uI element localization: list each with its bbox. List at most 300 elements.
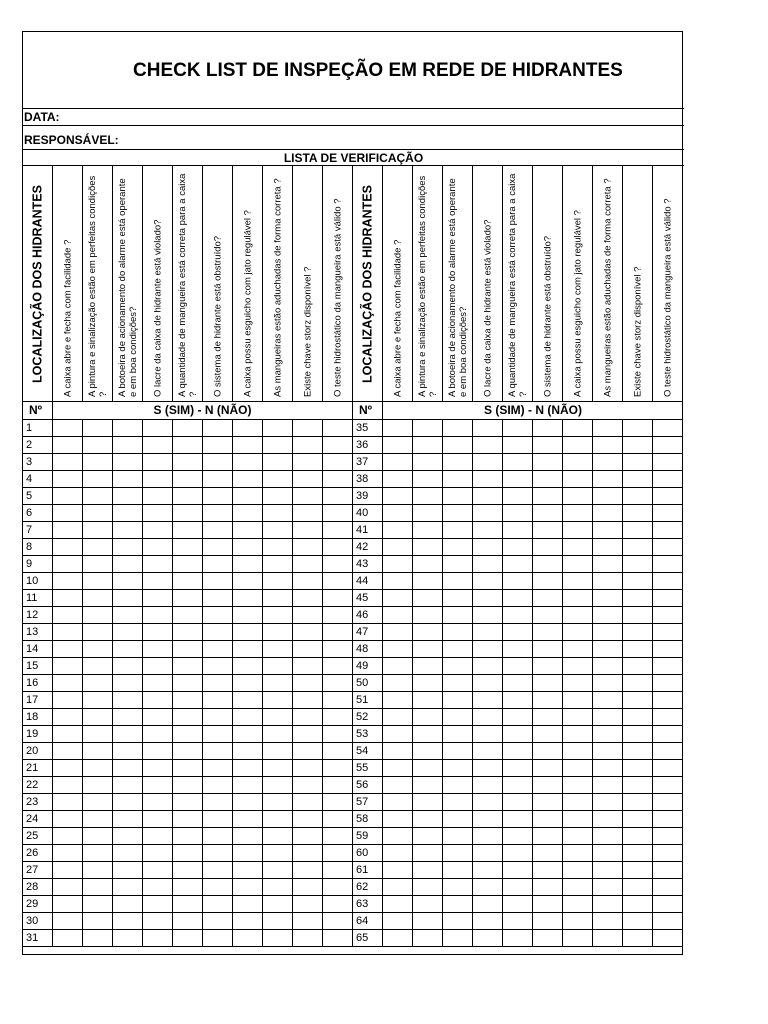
answer-cell[interactable] xyxy=(143,879,173,896)
answer-cell[interactable] xyxy=(563,522,593,539)
answer-cell[interactable] xyxy=(623,590,653,607)
answer-cell[interactable] xyxy=(263,743,293,760)
answer-cell[interactable] xyxy=(533,794,563,811)
answer-cell[interactable] xyxy=(173,913,203,930)
answer-cell[interactable] xyxy=(173,777,203,794)
answer-cell[interactable] xyxy=(173,879,203,896)
answer-cell[interactable] xyxy=(203,879,233,896)
answer-cell[interactable] xyxy=(503,607,533,624)
answer-cell[interactable] xyxy=(83,573,113,590)
answer-cell[interactable] xyxy=(293,913,323,930)
answer-cell[interactable] xyxy=(293,828,323,845)
answer-cell[interactable] xyxy=(383,658,413,675)
answer-cell[interactable] xyxy=(83,845,113,862)
answer-cell[interactable] xyxy=(143,454,173,471)
answer-cell[interactable] xyxy=(263,675,293,692)
answer-cell[interactable] xyxy=(263,437,293,454)
answer-cell[interactable] xyxy=(53,675,83,692)
answer-cell[interactable] xyxy=(203,760,233,777)
answer-cell[interactable] xyxy=(143,658,173,675)
answer-cell[interactable] xyxy=(413,913,443,930)
answer-cell[interactable] xyxy=(383,794,413,811)
answer-cell[interactable] xyxy=(143,641,173,658)
answer-cell[interactable] xyxy=(263,896,293,913)
answer-cell[interactable] xyxy=(53,777,83,794)
answer-cell[interactable] xyxy=(623,539,653,556)
answer-cell[interactable] xyxy=(233,794,263,811)
answer-cell[interactable] xyxy=(203,522,233,539)
answer-cell[interactable] xyxy=(323,420,353,437)
answer-cell[interactable] xyxy=(413,862,443,879)
answer-cell[interactable] xyxy=(413,556,443,573)
answer-cell[interactable] xyxy=(473,879,503,896)
answer-cell[interactable] xyxy=(263,692,293,709)
answer-cell[interactable] xyxy=(533,471,563,488)
answer-cell[interactable] xyxy=(413,828,443,845)
answer-cell[interactable] xyxy=(443,556,473,573)
answer-cell[interactable] xyxy=(473,539,503,556)
answer-cell[interactable] xyxy=(473,573,503,590)
answer-cell[interactable] xyxy=(233,709,263,726)
answer-cell[interactable] xyxy=(383,845,413,862)
answer-cell[interactable] xyxy=(203,454,233,471)
answer-cell[interactable] xyxy=(473,726,503,743)
answer-cell[interactable] xyxy=(323,692,353,709)
answer-cell[interactable] xyxy=(53,709,83,726)
answer-cell[interactable] xyxy=(323,709,353,726)
answer-cell[interactable] xyxy=(143,709,173,726)
answer-cell[interactable] xyxy=(263,794,293,811)
answer-cell[interactable] xyxy=(383,777,413,794)
answer-cell[interactable] xyxy=(443,692,473,709)
answer-cell[interactable] xyxy=(83,811,113,828)
answer-cell[interactable] xyxy=(173,437,203,454)
answer-cell[interactable] xyxy=(473,624,503,641)
answer-cell[interactable] xyxy=(653,913,683,930)
answer-cell[interactable] xyxy=(53,454,83,471)
answer-cell[interactable] xyxy=(473,794,503,811)
answer-cell[interactable] xyxy=(173,862,203,879)
answer-cell[interactable] xyxy=(83,505,113,522)
answer-cell[interactable] xyxy=(113,760,143,777)
answer-cell[interactable] xyxy=(113,522,143,539)
answer-cell[interactable] xyxy=(413,471,443,488)
answer-cell[interactable] xyxy=(443,658,473,675)
answer-cell[interactable] xyxy=(293,794,323,811)
answer-cell[interactable] xyxy=(323,556,353,573)
answer-cell[interactable] xyxy=(383,879,413,896)
answer-cell[interactable] xyxy=(473,692,503,709)
answer-cell[interactable] xyxy=(383,760,413,777)
answer-cell[interactable] xyxy=(383,624,413,641)
answer-cell[interactable] xyxy=(563,930,593,947)
answer-cell[interactable] xyxy=(593,913,623,930)
answer-cell[interactable] xyxy=(563,641,593,658)
answer-cell[interactable] xyxy=(203,930,233,947)
answer-cell[interactable] xyxy=(653,879,683,896)
answer-cell[interactable] xyxy=(503,420,533,437)
answer-cell[interactable] xyxy=(503,505,533,522)
answer-cell[interactable] xyxy=(143,845,173,862)
answer-cell[interactable] xyxy=(293,505,323,522)
answer-cell[interactable] xyxy=(83,522,113,539)
answer-cell[interactable] xyxy=(173,471,203,488)
answer-cell[interactable] xyxy=(563,692,593,709)
answer-cell[interactable] xyxy=(443,471,473,488)
answer-cell[interactable] xyxy=(263,709,293,726)
answer-cell[interactable] xyxy=(533,573,563,590)
answer-cell[interactable] xyxy=(233,777,263,794)
answer-cell[interactable] xyxy=(293,573,323,590)
answer-cell[interactable] xyxy=(53,420,83,437)
answer-cell[interactable] xyxy=(143,624,173,641)
answer-cell[interactable] xyxy=(113,641,143,658)
answer-cell[interactable] xyxy=(593,556,623,573)
answer-cell[interactable] xyxy=(53,913,83,930)
answer-cell[interactable] xyxy=(503,726,533,743)
answer-cell[interactable] xyxy=(533,658,563,675)
answer-cell[interactable] xyxy=(383,454,413,471)
answer-cell[interactable] xyxy=(53,879,83,896)
answer-cell[interactable] xyxy=(563,760,593,777)
answer-cell[interactable] xyxy=(233,862,263,879)
answer-cell[interactable] xyxy=(443,811,473,828)
answer-cell[interactable] xyxy=(113,896,143,913)
answer-cell[interactable] xyxy=(593,845,623,862)
answer-cell[interactable] xyxy=(113,692,143,709)
answer-cell[interactable] xyxy=(113,573,143,590)
answer-cell[interactable] xyxy=(503,590,533,607)
answer-cell[interactable] xyxy=(503,573,533,590)
answer-cell[interactable] xyxy=(113,913,143,930)
answer-cell[interactable] xyxy=(83,556,113,573)
answer-cell[interactable] xyxy=(383,505,413,522)
answer-cell[interactable] xyxy=(443,845,473,862)
answer-cell[interactable] xyxy=(233,522,263,539)
answer-cell[interactable] xyxy=(113,845,143,862)
answer-cell[interactable] xyxy=(173,556,203,573)
answer-cell[interactable] xyxy=(413,675,443,692)
answer-cell[interactable] xyxy=(413,573,443,590)
answer-cell[interactable] xyxy=(173,845,203,862)
answer-cell[interactable] xyxy=(143,794,173,811)
answer-cell[interactable] xyxy=(293,675,323,692)
answer-cell[interactable] xyxy=(443,437,473,454)
answer-cell[interactable] xyxy=(413,811,443,828)
answer-cell[interactable] xyxy=(53,488,83,505)
answer-cell[interactable] xyxy=(533,709,563,726)
answer-cell[interactable] xyxy=(263,862,293,879)
answer-cell[interactable] xyxy=(173,726,203,743)
answer-cell[interactable] xyxy=(83,879,113,896)
answer-cell[interactable] xyxy=(623,760,653,777)
answer-cell[interactable] xyxy=(263,828,293,845)
answer-cell[interactable] xyxy=(293,726,323,743)
answer-cell[interactable] xyxy=(473,811,503,828)
answer-cell[interactable] xyxy=(173,743,203,760)
answer-cell[interactable] xyxy=(113,709,143,726)
answer-cell[interactable] xyxy=(593,743,623,760)
answer-cell[interactable] xyxy=(83,590,113,607)
answer-cell[interactable] xyxy=(203,641,233,658)
answer-cell[interactable] xyxy=(203,505,233,522)
answer-cell[interactable] xyxy=(623,896,653,913)
answer-cell[interactable] xyxy=(623,845,653,862)
answer-cell[interactable] xyxy=(653,454,683,471)
answer-cell[interactable] xyxy=(233,454,263,471)
answer-cell[interactable] xyxy=(263,930,293,947)
answer-cell[interactable] xyxy=(53,811,83,828)
answer-cell[interactable] xyxy=(503,454,533,471)
answer-cell[interactable] xyxy=(143,743,173,760)
answer-cell[interactable] xyxy=(623,522,653,539)
answer-cell[interactable] xyxy=(623,777,653,794)
answer-cell[interactable] xyxy=(143,692,173,709)
answer-cell[interactable] xyxy=(623,675,653,692)
answer-cell[interactable] xyxy=(623,879,653,896)
answer-cell[interactable] xyxy=(383,709,413,726)
answer-cell[interactable] xyxy=(653,692,683,709)
answer-cell[interactable] xyxy=(263,420,293,437)
answer-cell[interactable] xyxy=(53,437,83,454)
answer-cell[interactable] xyxy=(143,573,173,590)
answer-cell[interactable] xyxy=(53,641,83,658)
answer-cell[interactable] xyxy=(53,828,83,845)
answer-cell[interactable] xyxy=(563,913,593,930)
answer-cell[interactable] xyxy=(203,913,233,930)
answer-cell[interactable] xyxy=(203,658,233,675)
answer-cell[interactable] xyxy=(653,556,683,573)
answer-cell[interactable] xyxy=(473,505,503,522)
answer-cell[interactable] xyxy=(563,505,593,522)
answer-cell[interactable] xyxy=(203,437,233,454)
answer-cell[interactable] xyxy=(563,556,593,573)
answer-cell[interactable] xyxy=(143,420,173,437)
answer-cell[interactable] xyxy=(653,845,683,862)
answer-cell[interactable] xyxy=(233,471,263,488)
answer-cell[interactable] xyxy=(203,896,233,913)
answer-cell[interactable] xyxy=(533,420,563,437)
answer-cell[interactable] xyxy=(593,930,623,947)
answer-cell[interactable] xyxy=(563,675,593,692)
answer-cell[interactable] xyxy=(653,471,683,488)
answer-cell[interactable] xyxy=(203,743,233,760)
answer-cell[interactable] xyxy=(263,641,293,658)
answer-cell[interactable] xyxy=(443,641,473,658)
answer-cell[interactable] xyxy=(203,488,233,505)
answer-cell[interactable] xyxy=(593,896,623,913)
answer-cell[interactable] xyxy=(203,573,233,590)
answer-cell[interactable] xyxy=(263,811,293,828)
answer-cell[interactable] xyxy=(323,726,353,743)
answer-cell[interactable] xyxy=(173,692,203,709)
answer-cell[interactable] xyxy=(623,624,653,641)
answer-cell[interactable] xyxy=(653,726,683,743)
answer-cell[interactable] xyxy=(503,437,533,454)
answer-cell[interactable] xyxy=(503,675,533,692)
answer-cell[interactable] xyxy=(173,590,203,607)
answer-cell[interactable] xyxy=(323,913,353,930)
answer-cell[interactable] xyxy=(83,437,113,454)
answer-cell[interactable] xyxy=(623,862,653,879)
answer-cell[interactable] xyxy=(563,896,593,913)
answer-cell[interactable] xyxy=(113,539,143,556)
answer-cell[interactable] xyxy=(563,454,593,471)
answer-cell[interactable] xyxy=(53,471,83,488)
answer-cell[interactable] xyxy=(113,437,143,454)
answer-cell[interactable] xyxy=(413,743,443,760)
answer-cell[interactable] xyxy=(83,743,113,760)
answer-cell[interactable] xyxy=(203,675,233,692)
answer-cell[interactable] xyxy=(593,794,623,811)
answer-cell[interactable] xyxy=(263,539,293,556)
answer-cell[interactable] xyxy=(293,471,323,488)
answer-cell[interactable] xyxy=(413,930,443,947)
answer-cell[interactable] xyxy=(293,777,323,794)
answer-cell[interactable] xyxy=(113,488,143,505)
answer-cell[interactable] xyxy=(83,692,113,709)
answer-cell[interactable] xyxy=(143,896,173,913)
answer-cell[interactable] xyxy=(53,726,83,743)
answer-cell[interactable] xyxy=(443,760,473,777)
answer-cell[interactable] xyxy=(293,862,323,879)
answer-cell[interactable] xyxy=(83,641,113,658)
answer-cell[interactable] xyxy=(413,590,443,607)
answer-cell[interactable] xyxy=(443,862,473,879)
answer-cell[interactable] xyxy=(533,930,563,947)
answer-cell[interactable] xyxy=(563,794,593,811)
answer-cell[interactable] xyxy=(473,845,503,862)
answer-cell[interactable] xyxy=(233,828,263,845)
answer-cell[interactable] xyxy=(563,471,593,488)
answer-cell[interactable] xyxy=(503,488,533,505)
answer-cell[interactable] xyxy=(533,641,563,658)
answer-cell[interactable] xyxy=(143,726,173,743)
answer-cell[interactable] xyxy=(53,845,83,862)
answer-cell[interactable] xyxy=(203,420,233,437)
answer-cell[interactable] xyxy=(623,420,653,437)
answer-cell[interactable] xyxy=(323,590,353,607)
answer-cell[interactable] xyxy=(563,709,593,726)
answer-cell[interactable] xyxy=(113,930,143,947)
answer-cell[interactable] xyxy=(653,590,683,607)
answer-cell[interactable] xyxy=(503,811,533,828)
answer-cell[interactable] xyxy=(653,811,683,828)
answer-cell[interactable] xyxy=(653,743,683,760)
answer-cell[interactable] xyxy=(83,658,113,675)
answer-cell[interactable] xyxy=(593,760,623,777)
answer-cell[interactable] xyxy=(653,658,683,675)
answer-cell[interactable] xyxy=(233,505,263,522)
answer-cell[interactable] xyxy=(563,658,593,675)
answer-cell[interactable] xyxy=(503,828,533,845)
answer-cell[interactable] xyxy=(173,896,203,913)
answer-cell[interactable] xyxy=(173,828,203,845)
answer-cell[interactable] xyxy=(323,488,353,505)
answer-cell[interactable] xyxy=(323,437,353,454)
answer-cell[interactable] xyxy=(503,879,533,896)
answer-cell[interactable] xyxy=(443,879,473,896)
answer-cell[interactable] xyxy=(443,675,473,692)
answer-cell[interactable] xyxy=(173,760,203,777)
answer-cell[interactable] xyxy=(443,539,473,556)
answer-cell[interactable] xyxy=(533,539,563,556)
answer-cell[interactable] xyxy=(113,828,143,845)
answer-cell[interactable] xyxy=(473,488,503,505)
answer-cell[interactable] xyxy=(233,743,263,760)
answer-cell[interactable] xyxy=(653,760,683,777)
answer-cell[interactable] xyxy=(533,590,563,607)
answer-cell[interactable] xyxy=(53,794,83,811)
answer-cell[interactable] xyxy=(533,675,563,692)
answer-cell[interactable] xyxy=(443,454,473,471)
answer-cell[interactable] xyxy=(623,471,653,488)
answer-cell[interactable] xyxy=(473,743,503,760)
answer-cell[interactable] xyxy=(533,862,563,879)
answer-cell[interactable] xyxy=(503,760,533,777)
answer-cell[interactable] xyxy=(83,709,113,726)
answer-cell[interactable] xyxy=(533,624,563,641)
answer-cell[interactable] xyxy=(533,488,563,505)
answer-cell[interactable] xyxy=(653,624,683,641)
answer-cell[interactable] xyxy=(443,743,473,760)
answer-cell[interactable] xyxy=(593,658,623,675)
answer-cell[interactable] xyxy=(173,420,203,437)
answer-cell[interactable] xyxy=(143,828,173,845)
answer-cell[interactable] xyxy=(143,675,173,692)
answer-cell[interactable] xyxy=(173,675,203,692)
answer-cell[interactable] xyxy=(473,420,503,437)
answer-cell[interactable] xyxy=(143,590,173,607)
answer-cell[interactable] xyxy=(323,607,353,624)
answer-cell[interactable] xyxy=(263,488,293,505)
answer-cell[interactable] xyxy=(623,607,653,624)
answer-cell[interactable] xyxy=(323,794,353,811)
answer-cell[interactable] xyxy=(443,624,473,641)
answer-cell[interactable] xyxy=(53,539,83,556)
answer-cell[interactable] xyxy=(413,658,443,675)
answer-cell[interactable] xyxy=(233,556,263,573)
answer-cell[interactable] xyxy=(443,777,473,794)
answer-cell[interactable] xyxy=(623,505,653,522)
answer-cell[interactable] xyxy=(293,692,323,709)
answer-cell[interactable] xyxy=(173,522,203,539)
answer-cell[interactable] xyxy=(473,709,503,726)
answer-cell[interactable] xyxy=(83,420,113,437)
answer-cell[interactable] xyxy=(83,607,113,624)
answer-cell[interactable] xyxy=(293,488,323,505)
answer-cell[interactable] xyxy=(113,879,143,896)
answer-cell[interactable] xyxy=(533,777,563,794)
answer-cell[interactable] xyxy=(263,658,293,675)
answer-cell[interactable] xyxy=(593,709,623,726)
answer-cell[interactable] xyxy=(323,862,353,879)
answer-cell[interactable] xyxy=(83,862,113,879)
answer-cell[interactable] xyxy=(623,828,653,845)
answer-cell[interactable] xyxy=(653,505,683,522)
answer-cell[interactable] xyxy=(113,505,143,522)
answer-cell[interactable] xyxy=(83,471,113,488)
answer-cell[interactable] xyxy=(263,913,293,930)
answer-cell[interactable] xyxy=(113,471,143,488)
answer-cell[interactable] xyxy=(113,624,143,641)
answer-cell[interactable] xyxy=(533,505,563,522)
answer-cell[interactable] xyxy=(83,675,113,692)
answer-cell[interactable] xyxy=(263,454,293,471)
answer-cell[interactable] xyxy=(413,420,443,437)
answer-cell[interactable] xyxy=(233,488,263,505)
answer-cell[interactable] xyxy=(653,488,683,505)
